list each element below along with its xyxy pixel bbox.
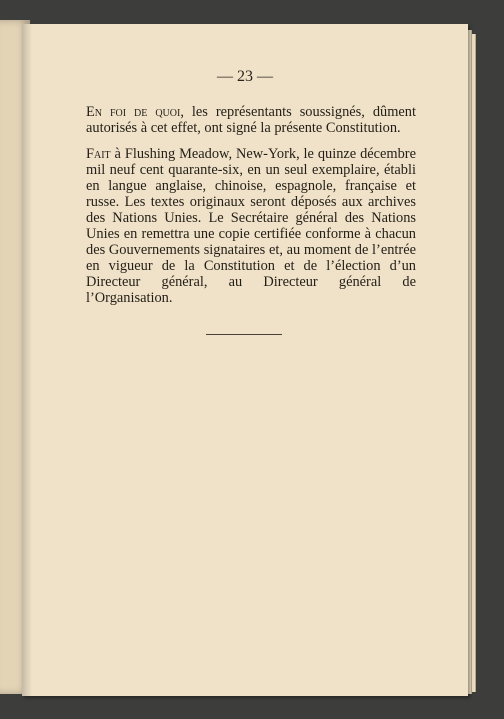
closing-rule (206, 334, 282, 335)
paragraph-lead: En foi de quoi (86, 104, 181, 120)
paragraph-lead: Fait (86, 146, 111, 162)
paragraph-text: , les représentants soussignés, dûment autorisés à cet effet, ont signé la présente Constitution. (86, 104, 416, 136)
page-stack-edge (472, 34, 476, 692)
paragraph-fait (86, 146, 416, 306)
page-number: — 23 — (217, 68, 273, 85)
book-page (22, 24, 468, 696)
body-text (86, 104, 416, 306)
gutter-shadow (22, 24, 32, 696)
paragraph-text: à Flushing Meadow, New-York, le quinze décembre mil neuf cent quarante-six, en un seul exemplaire, établi en langue anglaise, chinoise, espagnole, française et russe. Les textes originaux seront déposés aux archives des Nations Unies. Le Secrétaire général des Nations Unies en remettra une copie certifiée conforme à chacun des Gouvernements signataires et, au moment de l’entrée en vigueur de la Constitution et de l’élection d’un Directeur général, au Directeur général de l’Organisation. (86, 146, 416, 306)
paragraph-en-foi-de-quoi (86, 104, 416, 136)
page-stack-edge (468, 30, 472, 694)
